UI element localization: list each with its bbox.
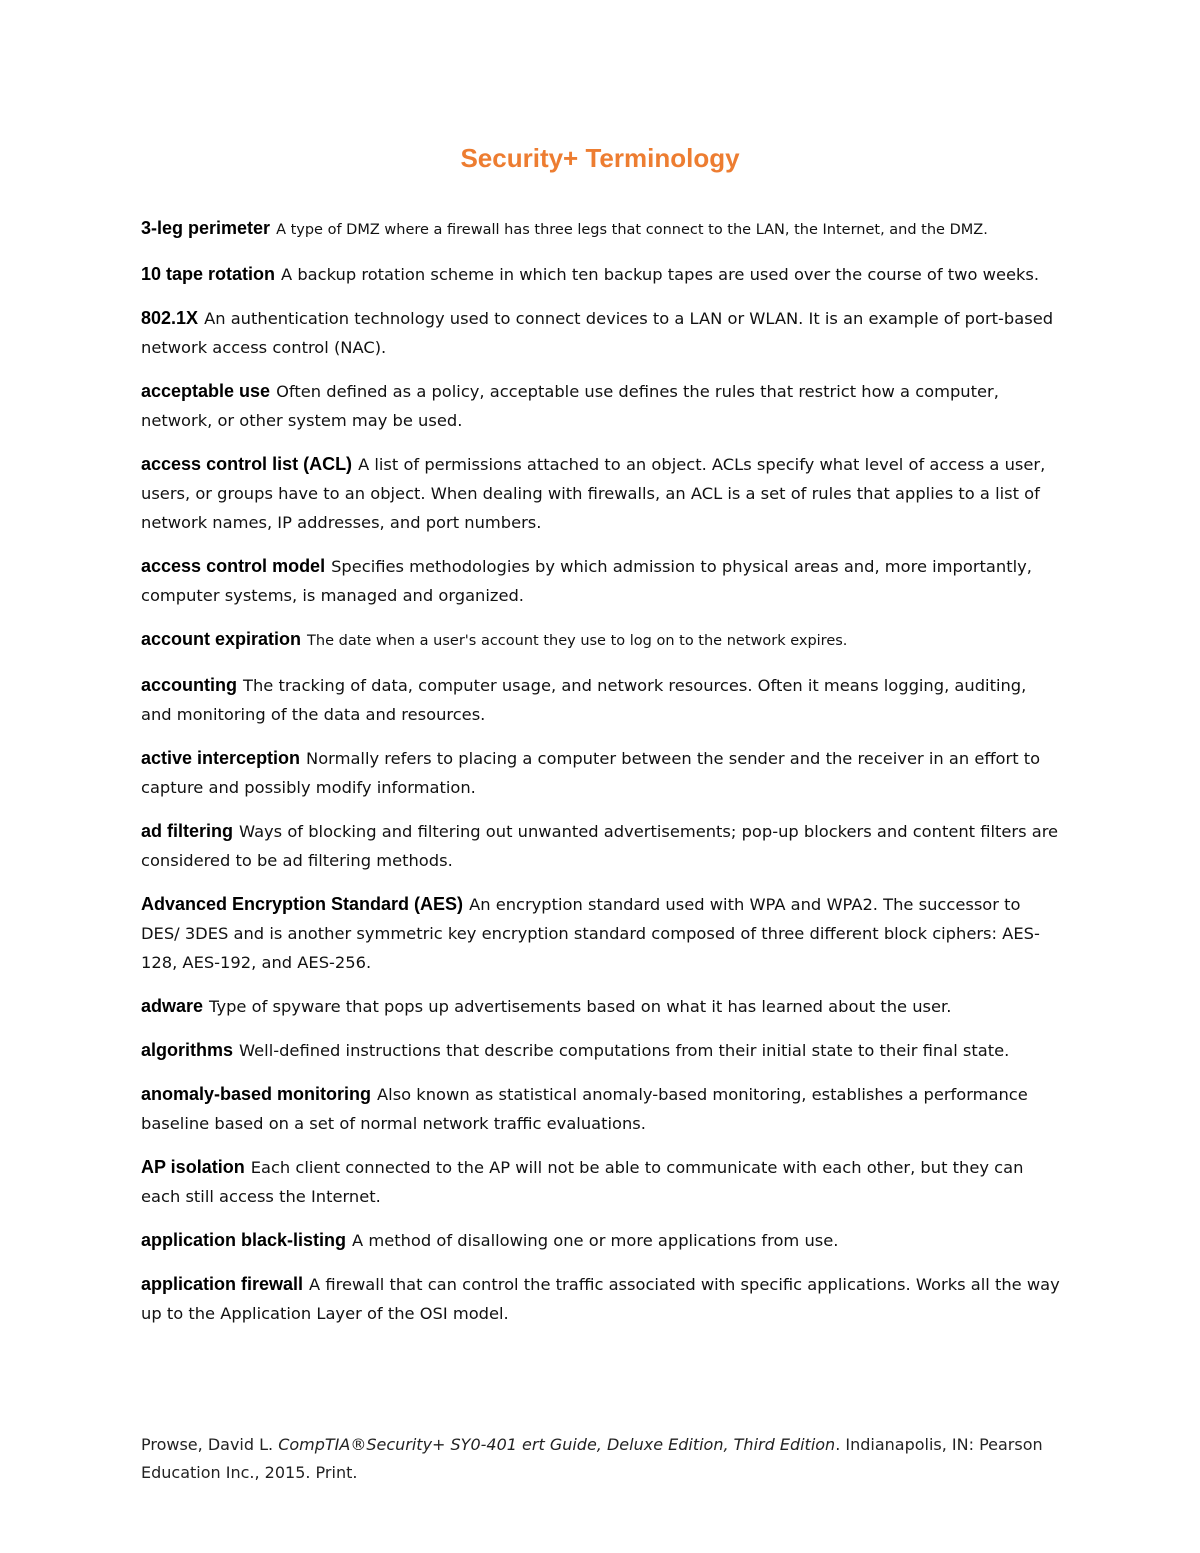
citation-publisher: . Indianapolis, IN: Pearson Education Inc., 2015. Print. (141, 1435, 1043, 1482)
citation-book-title: CompTIA®Security+ SY0-401 ert Guide, Deluxe Edition, Third Edition (278, 1435, 836, 1454)
glossary-term: 10 tape rotation (141, 264, 276, 284)
glossary-definition: An encryption standard used with WPA and WPA2. The successor to DES/ 3DES and is another symmetric key encryption standard composed of three different block ciphers: AES-128, AES-192, and AES-256. (141, 895, 1040, 972)
glossary-term: ad filtering (141, 821, 234, 841)
glossary-term: application firewall (141, 1274, 304, 1294)
glossary-entry (141, 1226, 1061, 1255)
glossary-entry (141, 260, 1061, 289)
glossary-entry (141, 1270, 1061, 1328)
glossary-entry (141, 671, 1061, 729)
glossary-entry (141, 1080, 1061, 1138)
glossary-definition: Each client connected to the AP will not be able to communicate with each other, but they can each still access the Internet. (141, 1158, 1024, 1206)
glossary-definition: Also known as statistical anomaly-based monitoring, establishes a performance baseline based on a set of normal network traffic evaluations. (141, 1085, 1028, 1133)
glossary-definition: A backup rotation scheme in which ten backup tapes are used over the course of two weeks. (281, 265, 1040, 284)
glossary-definition: Type of spyware that pops up advertisements based on what it has learned about the user. (209, 997, 952, 1016)
glossary-definition: An authentication technology used to connect devices to a LAN or WLAN. It is an example of port-based network access control (NAC). (141, 309, 1054, 357)
glossary-term: AP isolation (141, 1157, 245, 1177)
glossary-term: active interception (141, 748, 301, 768)
glossary-definition: The date when a user's account they use to log on to the network expires. (307, 633, 848, 649)
glossary-term: application black-listing (141, 1230, 347, 1250)
glossary-entry (141, 552, 1061, 610)
glossary-entry (141, 450, 1061, 537)
glossary-definition: Normally refers to placing a computer between the sender and the receiver in an effort to capture and possibly modify information. (141, 749, 1041, 797)
glossary-definition: Ways of blocking and filtering out unwanted advertisements; pop-up blockers and content filters are considered to be ad filtering methods. (141, 822, 1059, 870)
glossary-entry (141, 744, 1061, 802)
glossary-definition: Specifies methodologies by which admission to physical areas and, more importantly, computer systems, is managed and organized. (141, 557, 1032, 605)
glossary-term: accounting (141, 675, 238, 695)
glossary-definition: A type of DMZ where a firewall has three legs that connect to the LAN, the Internet, and the DMZ. (276, 222, 988, 238)
glossary-entry (141, 304, 1061, 362)
glossary-definition: A list of permissions attached to an object. ACLs specify what level of access a user, users, or groups have to an object. When dealing with firewalls, an ACL is a set of rules that applies to a list of network names, IP addresses, and port numbers. (141, 455, 1046, 532)
glossary-term: 3-leg perimeter (141, 218, 271, 238)
glossary-entry (141, 377, 1061, 435)
glossary-term: access control list (ACL) (141, 454, 353, 474)
glossary-entry (141, 1153, 1061, 1211)
glossary-entry (141, 214, 1061, 245)
glossary-definition: The tracking of data, computer usage, and network resources. Often it means logging, auditing, and monitoring of the data and resources. (141, 676, 1027, 724)
glossary-term: adware (141, 996, 204, 1016)
glossary-definition: Often defined as a policy, acceptable use defines the rules that restrict how a computer, network, or other system may be used. (141, 382, 999, 430)
citation-author: Prowse, David L. (141, 1435, 279, 1454)
glossary-list (141, 214, 1061, 1343)
glossary-entry (141, 625, 1061, 656)
page-title: Security+ Terminology (460, 143, 740, 173)
glossary-term: account expiration (141, 629, 302, 649)
glossary-definition: A method of disallowing one or more applications from use. (352, 1231, 839, 1250)
glossary-entry (141, 890, 1061, 977)
glossary-term: acceptable use (141, 381, 271, 401)
glossary-term: Advanced Encryption Standard (AES) (141, 894, 464, 914)
glossary-definition: Well-defined instructions that describe computations from their initial state to their final state. (239, 1041, 1010, 1060)
glossary-entry (141, 817, 1061, 875)
glossary-term: anomaly-based monitoring (141, 1084, 372, 1104)
glossary-term: 802.1X (141, 308, 199, 328)
citation (141, 1431, 1061, 1487)
glossary-term: access control model (141, 556, 326, 576)
glossary-entry (141, 992, 1061, 1021)
glossary-entry (141, 1036, 1061, 1065)
glossary-definition: A firewall that can control the traffic associated with specific applications. Works all the way up to the Application Layer of the OSI model. (141, 1275, 1060, 1323)
glossary-term: algorithms (141, 1040, 234, 1060)
